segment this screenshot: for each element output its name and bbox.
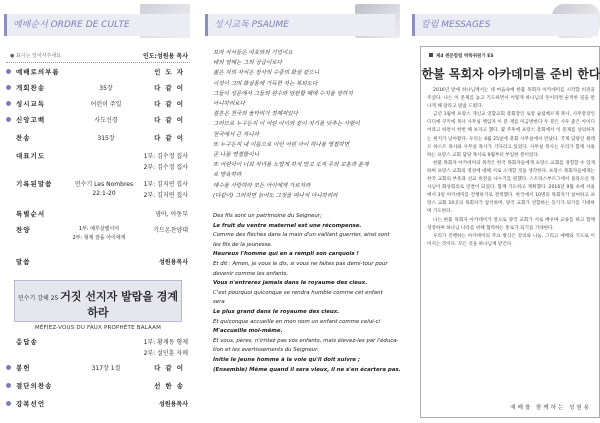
french-reading-line: M'accueille moi-même. [213,328,283,335]
article-title: 한불 목회자 아카데미를 준비 한다 [421,67,600,81]
article-paragraph: 금년 1월에 프랑스 개신교 연합교회 총회장인 로랑 슐럼베르제 목사, 사무총장인 디디에 쿠키에 목사 사무실 책임자 이 분 재를 미금방한다 두 분은 사우 좋은 아이디어라고 하면서 한번 해 보자고 했다. 몇 주후에 프랑스 총회에서 이 문제를 상의하자는 편지가 날아왔다. 우리는 4월 25일에 총회 사무실에서 만났다. 국제 담당인 클레르 하스트 목사와 사무실 목사가 기다리고 있었다. 사무실 목사는 우리가 함께 사용하는 프랑스 교회 담당 목사로 9월부터 부임한 분이었다. [427,112,595,158]
french-reading-line: Et quiconque accueille en mon nom un enfant comme celui-ci [213,318,381,325]
standing-legend: ● 표시는 일어서주세요 [10,53,62,59]
korean-reading-line: 아니하리로다 [213,101,245,108]
french-reading-line: Initie le jeune homme à la voie qu'il doit suivre ; [213,356,361,363]
prayer-row: 대표기도 1부: 김수정 집사 2부: 김수정 집사 [16,152,188,171]
article-paragraph: 2016년 앞에 하나님께서는 네 마음속에 한불 목회자 아카데미를 시작할 비전을 주셨다. 나는 이 문제를 놓고 기도하면서 어떻게 하나님의 뜻이라면 순적한 길을 만나게 해 달라고 말씀 드렸다. [427,88,595,110]
article-paragraph: 한불 목회자 아카데미의 목적은 한국 목회자들에게 프랑스 교회를 경험할 수 있게 하며 프랑스 교회의 영성에 대해 서로 소개할 것을 생각한다. 프랑스 목회자들에게는 한국 교회의 부흥과 선교 비전을 나누기를 원했다. 스트라스부르그에서 올라오신 목사님이 화상회의로 연결이 되었다. 함께 기도하고 계획했다. 2016년 9월 초에 서울에서 3일 아카데미를 진행하기로 결정했다. 한국에서 10명의 목회자가 참여하고 프랑스 교회 10곳의 목회자가 참석하며, 양국 교회가 연합하는 동기가 되기를 기대하며 기도한다. [427,160,595,215]
presider-row [6,50,190,61]
korean-reading-line: 젊은 자의 자식은 장사의 수중의 화살 같으니 [213,70,320,77]
korean-reading-line: 곧 나를 영접함이니 [213,152,260,159]
divider [6,62,190,63]
korean-reading-line: 로 양육하라 [213,172,242,179]
order-of-worship-column [0,0,195,423]
sermon-banner: 민수기 강해 25 거짓 선지자 발람을 경계하라 MÉFIEZ-VOUS DU FAUX PROPHÈTE BALAAM [14,280,182,322]
messages-column [412,0,600,423]
presider: 인도:성원용 목사 [142,53,188,60]
psalm-column [205,0,403,423]
french-reading-line: devenir comme les enfants, [213,270,289,277]
anthem-row: 찬양 1부: 예루살렘이여 2부: 형제 잘을 아이에게 기드온찬양대 [16,226,188,241]
standing-icon [6,69,11,74]
offering-row: 응답송 1부: 황재동 형제 2부: 설민훈 자매 [16,338,188,357]
french-reading-line: (Ensemble) Même quand il sera vieux, il ne s'en écartera pas. [213,366,401,373]
column-tag: 제4 센문칼럼 박특위원기 ES [429,53,494,59]
korean-reading-line: 천국에서 큰 자니라 [213,131,260,138]
korean-reading-line: 또 어린아이 너희 자녀를 노엽게 하지 말고 오직 주의 교훈과 훈계 [213,162,369,169]
article-body [427,87,595,249]
order-row: 결단의찬송 선한송 [6,380,190,391]
standing-icon [6,117,11,122]
french-reading-line: Le plus grand dans le royaume des cieux. [213,308,340,315]
order-row: 강복선언 성원용목사 [6,398,190,409]
sermon-row: 말씀 성원용목사 [16,258,188,266]
messages-header: 칼럼 MESSAGES [412,14,598,36]
korean-reading-line: 결혼은 천국의 울타리가 정해져있다 [213,111,298,118]
korean-reading-line: 또 누구든지 내 이름으로 이런 어린 아이 하나를 영접하면 [213,141,350,148]
order-row: 신앙고백 사도신경 다같이 [6,114,190,125]
korean-reading-line: 그러므로 누구든지 이 어린 아이와 같이 자기를 낮추는 사람이 [213,121,360,128]
order-row: 개회찬송 35장 다같이 [6,82,190,93]
french-reading-line: Le fruit du ventre maternel est une récompense. [213,222,362,229]
french-reading-line: Comme des flèches dans la main d'un vaillant guerrier, ainsi sont [213,232,390,239]
order-row: 예배로의부름 인도자 [6,66,190,77]
article-signature: 예배를 함께하는 성원용 [510,405,591,411]
order-row: 봉헌 317장 1절 다같이 [6,362,190,373]
column-article [420,46,600,418]
special-row: 특별순서 영아, 아동부 [16,210,188,218]
french-reading-line: Et vous, pères, n'irritez pas vos enfants, mais élevez-les par l'éduca- [213,337,399,344]
korean-responsive-reading [213,48,401,201]
korean-reading-line: (다같이) 그러하면 늙어도 그것을 떠나지 아니하리라 [213,192,338,199]
french-reading-line: sera [213,299,225,306]
standing-icon [6,365,11,370]
order-header: 예배순서 ORDRE DE CULTE [4,14,190,36]
psalm-header: 성시교독 PSAUME [205,14,395,36]
korean-reading-line: 보라 자식들은 여호와의 기업이요 [213,50,293,56]
article-paragraph: 우리가 진행하는 아카데미의 주요 방식은 강의와 나눔, 그리고 예배와 기도로 이어지는 것이다. 모든 것을 하나님께 맡긴다. [427,233,595,247]
korean-reading-line: 태의 열매는 그의 상급이로다 [213,60,283,67]
french-responsive-reading [213,212,403,375]
korean-reading-line: 이것이 그의 화살통에 가득한 자는 복되도다 [213,80,318,87]
french-reading-line: les fils de la jeunesse. [213,241,273,248]
korean-reading-line: 예수를 사랑하라 모든 아이에게 가르치라 [213,182,311,189]
standing-icon [6,101,11,106]
reading-row: 기록된말씀 민수기 Les Nombres 22:1-20 1부: 김지연 집사 2부: 김지연 집사 [16,180,188,199]
french-reading-line: Et dit : Amen, je vous le dis, si vous ne faites pas demi-tour pour [213,260,388,267]
article-paragraph: 나는 한불 목회자 아카데미가 앞으로 양국 교회가 서로 배우며 교류를 하고 함께 성장하며 하나님 나라를 위해 협력하는 통로가 되기를 기대한다. [427,217,595,231]
order-row: 찬송 315장 다같이 [16,134,188,142]
standing-icon [6,85,11,90]
french-reading-line: tion et les avertissements du Seigneur. [213,347,319,354]
french-reading-line: Vous n'entrerez jamais dans le royaume des cieux. [213,280,368,287]
french-reading-line: Des fils sont un patrimoine du Seigneur; [213,213,322,219]
standing-icon [6,401,11,406]
french-reading-line: C'est pourquoi quiconque se rendra humble comme cet enfant [213,289,383,296]
korean-reading-line: 그들이 성문에서 그들의 원수와 담판할 때에 수치를 당하지 [213,90,353,97]
french-reading-line: Heureux l'homme qui en a rempli son carquois ! [213,251,359,258]
standing-icon [6,383,11,388]
order-row: 성시교독 어린이 주일 다같이 [6,98,190,109]
